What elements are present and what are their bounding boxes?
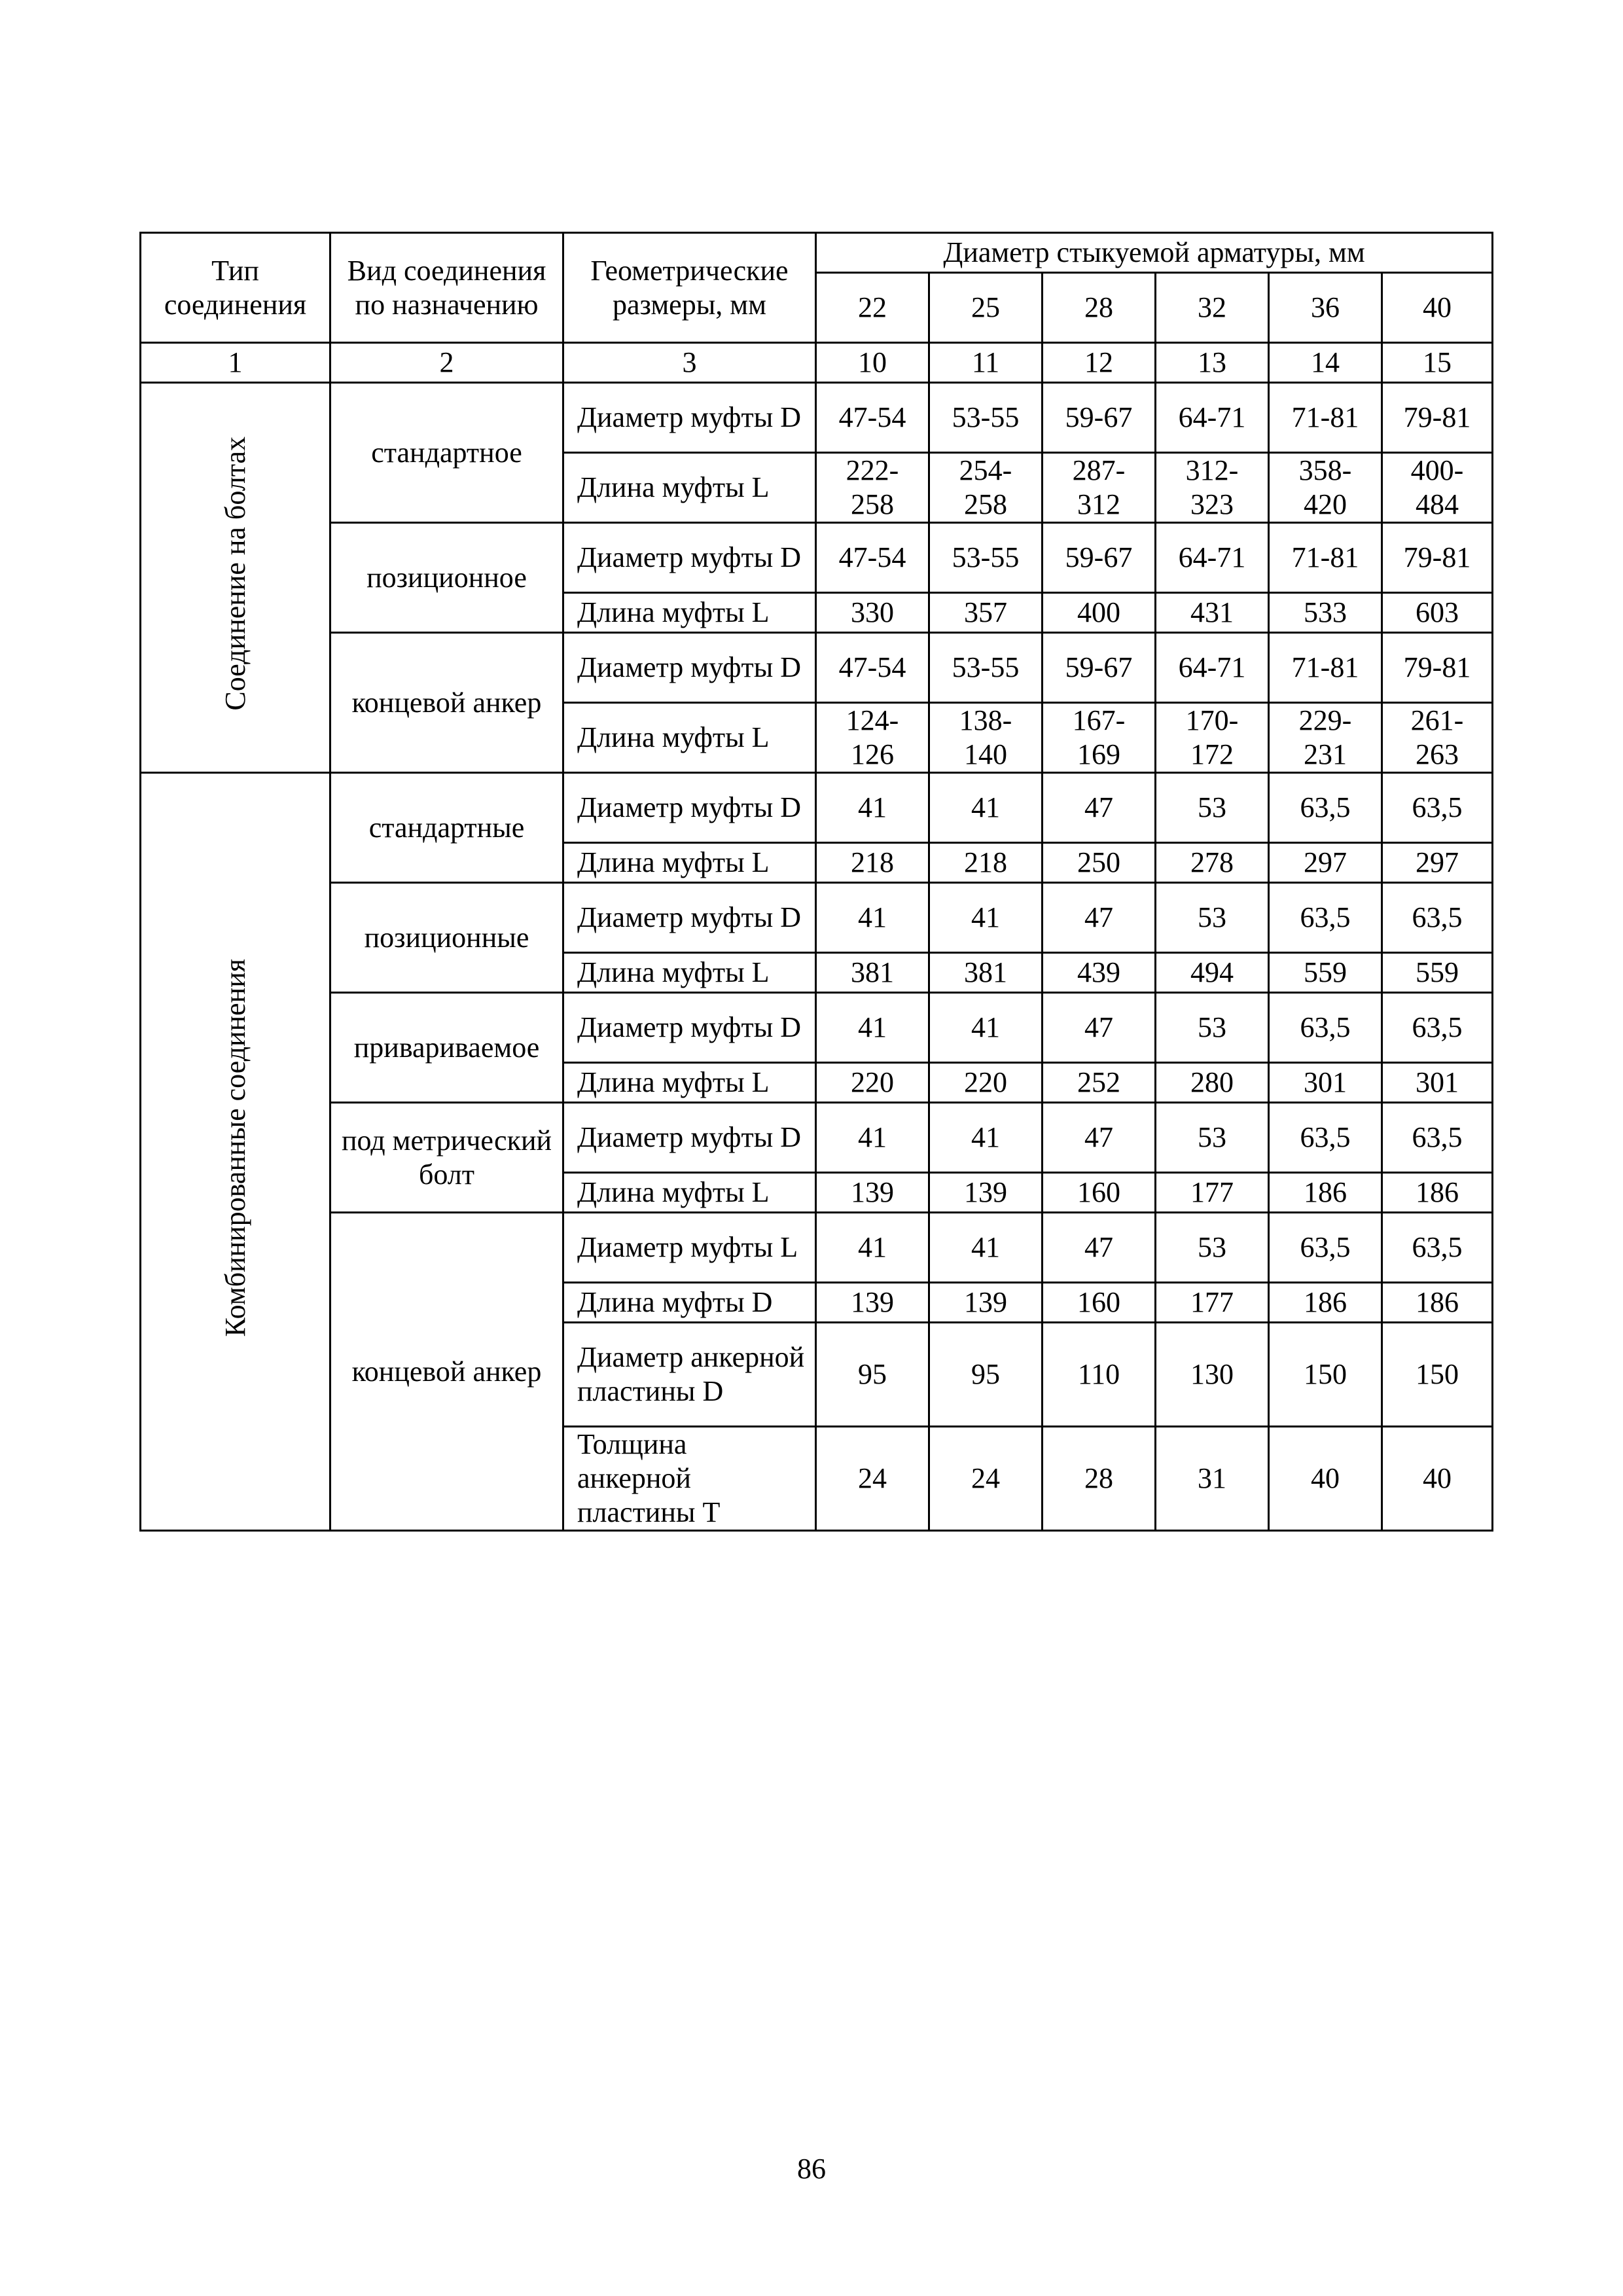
column-numbers-row	[141, 343, 1493, 383]
value-cell: 280	[1156, 1063, 1269, 1103]
value-cell: 41	[929, 1213, 1043, 1283]
group-type-cell	[141, 383, 330, 773]
value-cell: 167-169	[1043, 703, 1156, 773]
value-cell: 130	[1156, 1323, 1269, 1427]
column-number: 14	[1269, 343, 1382, 383]
value-cell: 71-81	[1269, 633, 1382, 703]
column-number: 3	[563, 343, 816, 383]
value-cell: 40	[1269, 1427, 1382, 1531]
header-diameter: 28	[1043, 273, 1156, 343]
param-cell: Диаметр муфты D	[563, 383, 816, 453]
value-cell: 170-172	[1156, 703, 1269, 773]
value-cell: 220	[929, 1063, 1043, 1103]
value-cell: 47	[1043, 993, 1156, 1063]
value-cell: 64-71	[1156, 383, 1269, 453]
table-row	[141, 1103, 1493, 1173]
value-cell: 63,5	[1269, 1103, 1382, 1173]
value-cell: 218	[816, 843, 929, 883]
header-geometry: Геометрические размеры, мм	[563, 233, 816, 343]
value-cell: 186	[1382, 1283, 1493, 1323]
value-cell: 47-54	[816, 633, 929, 703]
value-cell: 41	[816, 883, 929, 953]
param-cell: Длина муфты L	[563, 703, 816, 773]
column-number: 11	[929, 343, 1043, 383]
value-cell: 53-55	[929, 633, 1043, 703]
value-cell: 53	[1156, 1103, 1269, 1173]
value-cell: 63,5	[1269, 773, 1382, 843]
param-cell: Диаметр муфты D	[563, 993, 816, 1063]
value-cell: 150	[1382, 1323, 1493, 1427]
value-cell: 160	[1043, 1283, 1156, 1323]
value-cell: 177	[1156, 1173, 1269, 1213]
value-cell: 250	[1043, 843, 1156, 883]
value-cell: 28	[1043, 1427, 1156, 1531]
value-cell: 79-81	[1382, 633, 1493, 703]
value-cell: 47	[1043, 1103, 1156, 1173]
value-cell: 603	[1382, 593, 1493, 633]
group-type-label: Комбинированные соединения	[219, 958, 251, 1337]
header-type: Тип соединения	[141, 233, 330, 343]
value-cell: 278	[1156, 843, 1269, 883]
value-cell: 47	[1043, 883, 1156, 953]
value-cell: 79-81	[1382, 383, 1493, 453]
value-cell: 252	[1043, 1063, 1156, 1103]
column-number: 1	[141, 343, 330, 383]
value-cell: 559	[1382, 953, 1493, 993]
header-diameter-group: Диаметр стыкуемой арматуры, мм	[816, 233, 1493, 273]
column-number: 15	[1382, 343, 1493, 383]
value-cell: 358-420	[1269, 453, 1382, 523]
param-cell: Диаметр муфты D	[563, 1103, 816, 1173]
param-cell: Толщина анкерной пластины Т	[563, 1427, 816, 1531]
value-cell: 287-312	[1043, 453, 1156, 523]
value-cell: 357	[929, 593, 1043, 633]
kind-cell: позиционные	[330, 883, 563, 993]
value-cell: 40	[1382, 1427, 1493, 1531]
kind-cell: стандартные	[330, 773, 563, 883]
value-cell: 63,5	[1269, 993, 1382, 1063]
param-cell: Диаметр муфты D	[563, 523, 816, 593]
value-cell: 47	[1043, 1213, 1156, 1283]
value-cell: 533	[1269, 593, 1382, 633]
table-row	[141, 993, 1493, 1063]
param-cell: Длина муфты L	[563, 593, 816, 633]
value-cell: 297	[1382, 843, 1493, 883]
param-cell: Диаметр анкерной пластины D	[563, 1323, 816, 1427]
table-row	[141, 383, 1493, 453]
value-cell: 63,5	[1382, 993, 1493, 1063]
value-cell: 400-484	[1382, 453, 1493, 523]
value-cell: 41	[816, 993, 929, 1063]
value-cell: 47-54	[816, 383, 929, 453]
value-cell: 63,5	[1269, 1213, 1382, 1283]
header-diameter: 36	[1269, 273, 1382, 343]
value-cell: 229-231	[1269, 703, 1382, 773]
value-cell: 64-71	[1156, 633, 1269, 703]
value-cell: 160	[1043, 1173, 1156, 1213]
value-cell: 71-81	[1269, 383, 1382, 453]
kind-cell: привариваемое	[330, 993, 563, 1103]
value-cell: 24	[816, 1427, 929, 1531]
value-cell: 95	[816, 1323, 929, 1427]
value-cell: 53	[1156, 883, 1269, 953]
param-cell: Длина муфты L	[563, 843, 816, 883]
table-row	[141, 773, 1493, 843]
value-cell: 31	[1156, 1427, 1269, 1531]
value-cell: 139	[929, 1283, 1043, 1323]
value-cell: 186	[1382, 1173, 1493, 1213]
value-cell: 63,5	[1269, 883, 1382, 953]
value-cell: 41	[929, 883, 1043, 953]
value-cell: 301	[1269, 1063, 1382, 1103]
value-cell: 59-67	[1043, 383, 1156, 453]
value-cell: 59-67	[1043, 633, 1156, 703]
value-cell: 47	[1043, 773, 1156, 843]
kind-cell: позиционное	[330, 523, 563, 633]
param-cell: Длина муфты D	[563, 1283, 816, 1323]
value-cell: 297	[1269, 843, 1382, 883]
value-cell: 41	[816, 1103, 929, 1173]
value-cell: 400	[1043, 593, 1156, 633]
value-cell: 59-67	[1043, 523, 1156, 593]
header-diameter: 32	[1156, 273, 1269, 343]
header-diameter: 22	[816, 273, 929, 343]
value-cell: 431	[1156, 593, 1269, 633]
value-cell: 312-323	[1156, 453, 1269, 523]
param-cell: Длина муфты L	[563, 453, 816, 523]
kind-cell: концевой анкер	[330, 1213, 563, 1531]
value-cell: 41	[929, 773, 1043, 843]
param-cell: Длина муфты L	[563, 1173, 816, 1213]
kind-cell: под метрический болт	[330, 1103, 563, 1213]
param-cell: Диаметр муфты L	[563, 1213, 816, 1283]
header-diameter: 25	[929, 273, 1043, 343]
value-cell: 79-81	[1382, 523, 1493, 593]
value-cell: 177	[1156, 1283, 1269, 1323]
value-cell: 41	[816, 773, 929, 843]
column-number: 12	[1043, 343, 1156, 383]
value-cell: 218	[929, 843, 1043, 883]
header-row	[141, 233, 1493, 273]
page-number: 86	[797, 2153, 826, 2185]
value-cell: 381	[816, 953, 929, 993]
header-diameter: 40	[1382, 273, 1493, 343]
value-cell: 53-55	[929, 523, 1043, 593]
value-cell: 53	[1156, 773, 1269, 843]
param-cell: Длина муфты L	[563, 953, 816, 993]
value-cell: 110	[1043, 1323, 1156, 1427]
value-cell: 494	[1156, 953, 1269, 993]
value-cell: 53-55	[929, 383, 1043, 453]
param-cell: Диаметр муфты D	[563, 633, 816, 703]
kind-cell: концевой анкер	[330, 633, 563, 773]
value-cell: 24	[929, 1427, 1043, 1531]
value-cell: 53	[1156, 993, 1269, 1063]
value-cell: 186	[1269, 1173, 1382, 1213]
table-row	[141, 883, 1493, 953]
param-cell: Диаметр муфты D	[563, 883, 816, 953]
value-cell: 53	[1156, 1213, 1269, 1283]
value-cell: 254-258	[929, 453, 1043, 523]
kind-cell: стандартное	[330, 383, 563, 523]
value-cell: 124-126	[816, 703, 929, 773]
column-number: 13	[1156, 343, 1269, 383]
table-row	[141, 1213, 1493, 1283]
value-cell: 63,5	[1382, 1103, 1493, 1173]
value-cell: 139	[816, 1283, 929, 1323]
value-cell: 41	[929, 993, 1043, 1063]
value-cell: 41	[929, 1103, 1043, 1173]
param-cell: Диаметр муфты D	[563, 773, 816, 843]
value-cell: 301	[1382, 1063, 1493, 1103]
table-row	[141, 633, 1493, 703]
connection-spec-table	[139, 232, 1493, 1532]
value-cell: 186	[1269, 1283, 1382, 1323]
value-cell: 222-258	[816, 453, 929, 523]
value-cell: 41	[816, 1213, 929, 1283]
column-number: 2	[330, 343, 563, 383]
value-cell: 95	[929, 1323, 1043, 1427]
column-number: 10	[816, 343, 929, 383]
value-cell: 139	[816, 1173, 929, 1213]
value-cell: 330	[816, 593, 929, 633]
value-cell: 220	[816, 1063, 929, 1103]
param-cell: Длина муфты L	[563, 1063, 816, 1103]
table-row	[141, 523, 1493, 593]
value-cell: 63,5	[1382, 773, 1493, 843]
value-cell: 261-263	[1382, 703, 1493, 773]
header-kind: Вид соединения по назначению	[330, 233, 563, 343]
value-cell: 47-54	[816, 523, 929, 593]
value-cell: 381	[929, 953, 1043, 993]
value-cell: 138-140	[929, 703, 1043, 773]
value-cell: 150	[1269, 1323, 1382, 1427]
value-cell: 64-71	[1156, 523, 1269, 593]
group-type-label: Соединение на болтах	[219, 437, 251, 711]
value-cell: 71-81	[1269, 523, 1382, 593]
group-type-cell	[141, 773, 330, 1531]
value-cell: 559	[1269, 953, 1382, 993]
value-cell: 63,5	[1382, 883, 1493, 953]
value-cell: 439	[1043, 953, 1156, 993]
value-cell: 63,5	[1382, 1213, 1493, 1283]
value-cell: 139	[929, 1173, 1043, 1213]
